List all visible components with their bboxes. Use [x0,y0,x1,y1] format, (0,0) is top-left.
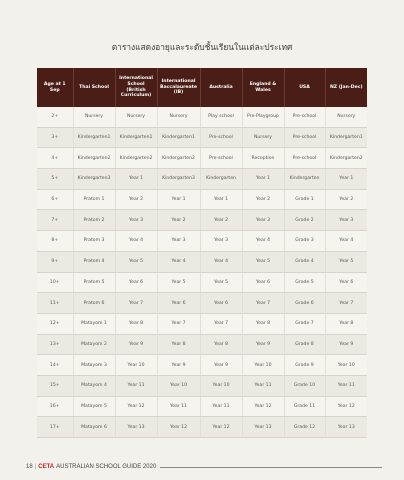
grade-cell: Year 5 [115,251,157,272]
table-row [37,355,367,376]
grade-cell: Pratom 6 [73,293,115,314]
table-body [37,107,367,438]
grade-cell: Kindergarten [200,169,242,190]
grade-cell: Pratom 2 [73,210,115,231]
grade-cell: Year 9 [115,334,157,355]
grade-cell: Year 3 [325,210,367,231]
grade-cell: Year 9 [157,355,200,376]
grade-cell: Year 11 [325,375,367,396]
grade-cell: Year 7 [242,293,284,314]
column-header: England & Wales [242,68,284,107]
grade-cell: Grade 3 [284,231,325,252]
grade-cell: Grade 8 [284,334,325,355]
grade-cell: Year 6 [242,272,284,293]
age-cell: 12+ [37,313,73,334]
grade-cell: Nursery [157,107,200,127]
grade-cell: Year 1 [242,169,284,190]
age-cell: 10+ [37,272,73,293]
grade-cell: Year 12 [200,417,242,438]
grade-cell: Year 3 [115,210,157,231]
grade-cell: Year 9 [200,355,242,376]
grade-cell: Matayom 4 [73,375,115,396]
grade-cell: Pratom 4 [73,251,115,272]
page-footer [26,462,382,472]
table-row [37,272,367,293]
grade-cell: Year 6 [157,293,200,314]
grade-cell: Grade 12 [284,417,325,438]
age-cell: 6+ [37,189,73,210]
grade-cell: Grade 5 [284,272,325,293]
grade-cell: Year 10 [200,375,242,396]
grade-cell: Year 2 [242,189,284,210]
grade-cell: Year 5 [325,251,367,272]
grade-cell: Year 7 [200,313,242,334]
grade-cell: Kindergarten1 [325,127,367,148]
age-cell: 14+ [37,355,73,376]
grade-cell: Year 1 [115,169,157,190]
grade-cell: Kindergarten1 [73,127,115,148]
grade-cell: Grade 4 [284,251,325,272]
age-cell: 5+ [37,169,73,190]
grade-cell: Kindergarten2 [325,148,367,169]
table-row [37,231,367,252]
guide-title: AUSTRALIAN SCHOOL GUIDE 2020 [56,464,157,470]
grade-cell: Year 1 [200,189,242,210]
grade-cell: Year 13 [325,417,367,438]
grade-cell: Year 9 [242,334,284,355]
grade-cell: Year 7 [325,293,367,314]
grade-cell: Year 6 [325,272,367,293]
age-cell: 11+ [37,293,73,314]
grade-cell: Year 6 [115,272,157,293]
grade-cell: Grade 6 [284,293,325,314]
grade-cell: Year 3 [157,231,200,252]
grade-cell: Year 4 [242,231,284,252]
grade-cell: Year 2 [157,210,200,231]
grade-cell: Year 8 [325,313,367,334]
column-header: International Baccalaureate (IB) [157,68,200,107]
grade-cell: Year 11 [157,396,200,417]
grade-cell: Year 13 [242,417,284,438]
age-cell: 2+ [37,107,73,127]
grade-cell: Year 10 [242,355,284,376]
page-number: 18 [26,464,33,470]
grade-cell: Year 10 [325,355,367,376]
grade-cell: Year 13 [115,417,157,438]
grade-cell: Nursery [325,107,367,127]
grade-cell: Year 2 [325,189,367,210]
table-row [37,334,367,355]
grade-cell: Matayom 6 [73,417,115,438]
table-row [37,189,367,210]
grade-cell: Year 7 [157,313,200,334]
grade-cell: Pre-Playgroup [242,107,284,127]
grade-comparison-table [37,68,367,438]
age-cell: 16+ [37,396,73,417]
grade-cell: Year 2 [115,189,157,210]
grade-cell: Pre-school [200,148,242,169]
table-row [37,107,367,127]
table-row [37,169,367,190]
grade-cell: Kindergarten2 [115,148,157,169]
grade-cell: Pratom 5 [73,272,115,293]
column-header: Thai School [73,68,115,107]
column-header: Australia [200,68,242,107]
age-cell: 7+ [37,210,73,231]
grade-cell: Matayom 3 [73,355,115,376]
grade-cell: Grade 11 [284,396,325,417]
grade-cell: Year 12 [325,396,367,417]
grade-cell: Year 11 [242,375,284,396]
grade-cell: Year 6 [200,293,242,314]
grade-cell: Year 8 [242,313,284,334]
grade-cell: Year 12 [115,396,157,417]
grade-cell: Year 4 [200,251,242,272]
grade-cell: Grade 10 [284,375,325,396]
age-cell: 9+ [37,251,73,272]
grade-cell: Year 4 [157,251,200,272]
grade-cell: Kindergarten3 [157,169,200,190]
table-row [37,210,367,231]
grade-cell: Year 11 [200,396,242,417]
grade-cell: Matayom 2 [73,334,115,355]
grade-cell: Matayom 5 [73,396,115,417]
grade-cell: Pre-school [284,148,325,169]
grade-cell: Pre-school [284,127,325,148]
age-cell: 13+ [37,334,73,355]
grade-cell: Year 10 [157,375,200,396]
grade-cell: Matayom 1 [73,313,115,334]
grade-cell: Pratom 1 [73,189,115,210]
grade-cell: Year 9 [325,334,367,355]
table-row [37,148,367,169]
column-header: International School (British Curriculum) [115,68,157,107]
age-cell: 4+ [37,148,73,169]
grade-cell: Year 5 [200,272,242,293]
grade-cell: Grade 7 [284,313,325,334]
table-row [37,251,367,272]
grade-cell: Year 4 [115,231,157,252]
age-cell: 3+ [37,127,73,148]
grade-cell: Year 10 [115,355,157,376]
grade-cell: Nursery [115,107,157,127]
table-row [37,293,367,314]
grade-cell: Year 3 [242,210,284,231]
grade-cell: Grade 9 [284,355,325,376]
age-cell: 15+ [37,375,73,396]
grade-cell: Play school [200,107,242,127]
age-cell: 17+ [37,417,73,438]
table-row [37,396,367,417]
grade-cell: Kindergarten1 [115,127,157,148]
grade-cell: Nursery [73,107,115,127]
grade-cell: Grade 2 [284,210,325,231]
grade-cell: Year 12 [242,396,284,417]
column-header: USA [284,68,325,107]
table-header-row [37,68,367,107]
table-row [37,127,367,148]
grade-cell: Year 2 [200,210,242,231]
grade-cell: Kindergarten [284,169,325,190]
table-row [37,313,367,334]
grade-cell: Year 3 [200,231,242,252]
grade-cell: Year 8 [200,334,242,355]
grade-cell: Pre-school [200,127,242,148]
grade-cell: Grade 1 [284,189,325,210]
grade-cell: Year 12 [157,417,200,438]
grade-cell: Year 5 [157,272,200,293]
brand-name: CETA [38,464,55,470]
grade-cell: Reception [242,148,284,169]
grade-cell: Year 1 [157,189,200,210]
grade-cell: Kindergarten2 [157,148,200,169]
grade-cell: Kindergarten2 [73,148,115,169]
grade-cell: Year 5 [242,251,284,272]
grade-cell: Kindergarten1 [157,127,200,148]
age-cell: 8+ [37,231,73,252]
footer-separator: | [34,464,37,470]
page-title: ตารางแสดงอายุและระดับชั้นเรียนในแต่ละประเทศ [111,42,293,52]
grade-cell: Year 7 [115,293,157,314]
table-row [37,417,367,438]
column-header: Age at 1 Sep [37,68,73,107]
grade-cell: Year 8 [115,313,157,334]
table-row [37,375,367,396]
grade-cell: Nursery [242,127,284,148]
grade-cell: Year 1 [325,169,367,190]
grade-cell: Pre-school [284,107,325,127]
grade-cell: Year 11 [115,375,157,396]
grade-cell: Pratom 3 [73,231,115,252]
grade-cell: Kindergarten3 [73,169,115,190]
footer-rule [160,467,382,468]
grade-cell: Year 4 [325,231,367,252]
grade-cell: Year 8 [157,334,200,355]
column-header: NZ (Jan-Dec) [325,68,367,107]
